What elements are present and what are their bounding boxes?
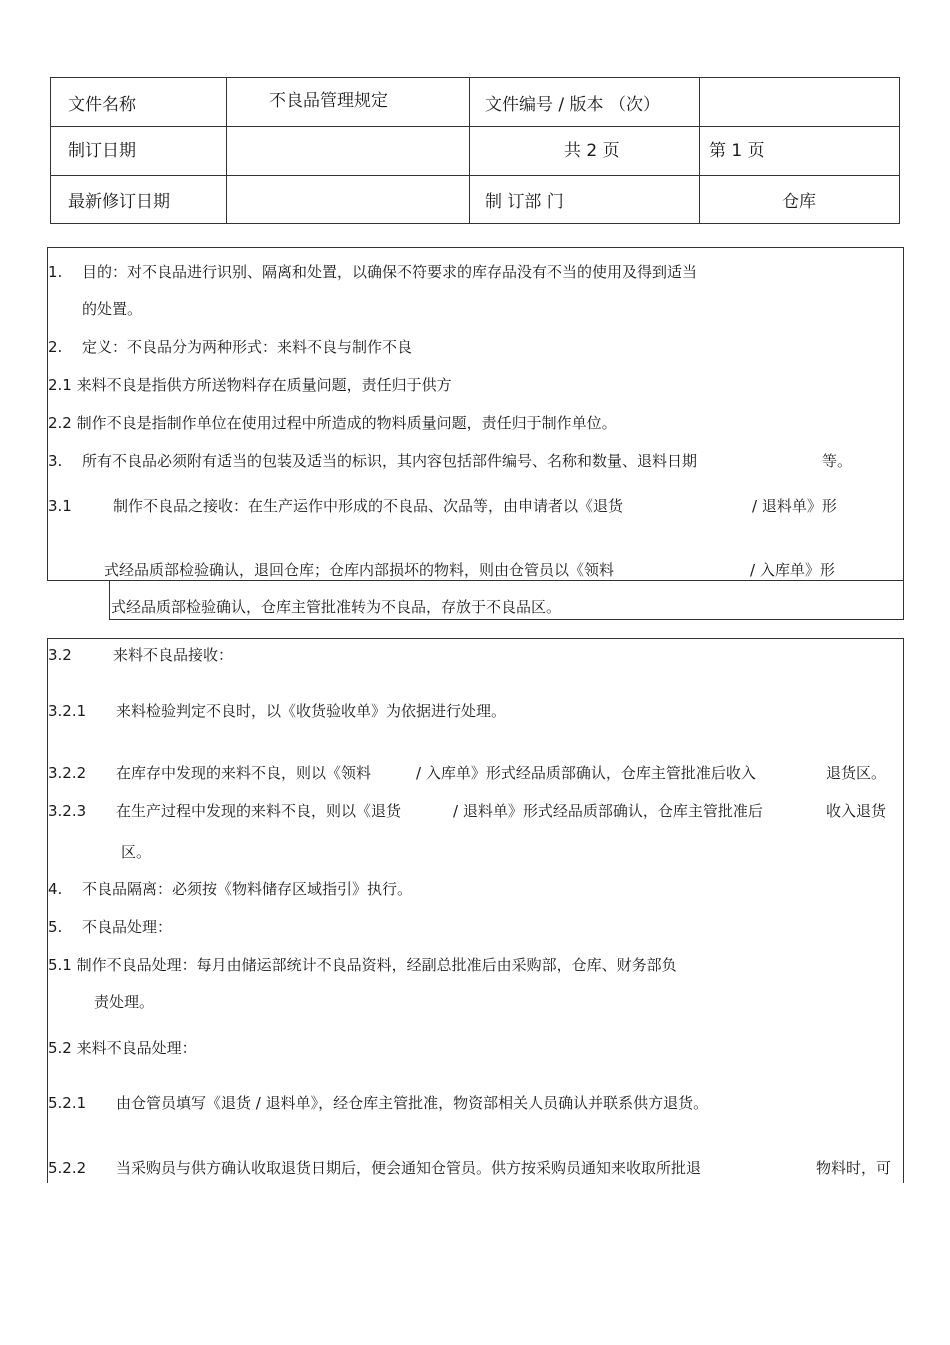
file-name-label: 文件名称 bbox=[68, 95, 136, 115]
header-divider bbox=[699, 78, 700, 223]
s3-2-2-text-end: 退货区。 bbox=[826, 764, 887, 782]
s5-1-text-cont: 责处理。 bbox=[94, 993, 155, 1011]
s4-number: 4. bbox=[48, 880, 63, 898]
s3-2-1-number: 3.2.1 bbox=[48, 702, 87, 720]
total-pages: 共 2 页 bbox=[564, 141, 620, 161]
s3-1-number: 3.1 bbox=[48, 497, 72, 515]
s1-text: 目的：对不良品进行识别、隔离和处置，以确保不符要求的库存品没有不当的使用及得到适当 bbox=[82, 263, 698, 281]
s3-2-2-number: 3.2.2 bbox=[48, 764, 87, 782]
s3-1-line2-end: / 入库单》形 bbox=[750, 561, 835, 579]
s2-number: 2. bbox=[48, 338, 63, 356]
header-divider bbox=[51, 175, 899, 176]
s3-2-3-text-mid: / 退料单》形式经品质部确认，仓库主管批准后 bbox=[453, 802, 763, 820]
s5-2-1-number: 5.2.1 bbox=[48, 1094, 87, 1112]
s5-text: 不良品处理： bbox=[82, 918, 173, 936]
s5-2-1-text: 由仓管员填写《退货 / 退料单》，经仓库主管批准，物资部相关人员确认并联系供方退货。 bbox=[116, 1094, 709, 1112]
dept-label: 制 订部 门 bbox=[485, 192, 564, 212]
s3-text: 所有不良品必须附有适当的包装及适当的标识，其内容包括部件编号、名称和数量、退料日期 bbox=[82, 452, 698, 470]
s3-number: 3. bbox=[48, 452, 63, 470]
s5-1-text: 5.1 制作不良品处理：每月由储运部统计不良品资料，经副总批准后由采购部，仓库、财务部负 bbox=[48, 956, 677, 974]
header-divider bbox=[226, 78, 227, 223]
issue-date-label: 制订日期 bbox=[68, 141, 136, 161]
s3-2-3-number: 3.2.3 bbox=[48, 802, 87, 820]
s1-text-cont: 的处置。 bbox=[82, 300, 143, 318]
s3-1-line3: 式经品质部检验确认，仓库主管批准转为不良品，存放于不良品区。 bbox=[111, 598, 562, 616]
s4-text: 不良品隔离：必须按《物料储存区域指引》执行。 bbox=[82, 880, 413, 898]
s3-2-number: 3.2 bbox=[48, 646, 72, 664]
s3-2-3-text: 在生产过程中发现的来料不良，则以《退货 bbox=[116, 802, 402, 820]
s3-2-2-text-mid: / 入库单》形式经品质部确认，仓库主管批准后收入 bbox=[416, 764, 756, 782]
s3-2-1-text: 来料检验判定不良时，以《收货验收单》为依据进行处理。 bbox=[116, 702, 507, 720]
s3-1-text-end: / 退料单》形 bbox=[752, 497, 837, 515]
s3-1-line2: 式经品质部检验确认，退回仓库；仓库内部损坏的物料，则由仓管员以《领料 bbox=[104, 561, 615, 579]
s3-1-text: 制作不良品之接收：在生产运作中形成的不良品、次品等，由申请者以《退货 bbox=[113, 497, 624, 515]
s2-2-text: 2.2 制作不良是指制作单位在使用过程中所造成的物料质量问题，责任归于制作单位。 bbox=[48, 414, 617, 432]
s3-2-2-text: 在库存中发现的来料不良，则以《领料 bbox=[116, 764, 372, 782]
file-name-value: 不良品管理规定 bbox=[269, 91, 388, 111]
header-table bbox=[50, 77, 900, 224]
file-no-label: 文件编号 / 版本 （次） bbox=[485, 95, 660, 115]
header-divider bbox=[51, 126, 899, 127]
s1-number: 1. bbox=[48, 263, 63, 281]
s5-2-2-text: 当采购员与供方确认收取退货日期后，便会通知仓管员。供方按采购员通知来收取所批退 bbox=[116, 1159, 702, 1177]
header-divider bbox=[469, 78, 470, 223]
dept-value: 仓库 bbox=[782, 192, 816, 212]
s5-2-text: 5.2 来料不良品处理： bbox=[48, 1039, 197, 1057]
current-page: 第 1 页 bbox=[709, 141, 765, 161]
revision-date-label: 最新修订日期 bbox=[68, 192, 170, 212]
s3-2-3-text-end: 收入退货 bbox=[826, 802, 887, 820]
s2-1-text: 2.1 来料不良是指供方所送物料存在质量问题，责任归于供方 bbox=[48, 376, 452, 394]
s3-text-end: 等。 bbox=[822, 452, 853, 470]
s3-2-3-line2: 区。 bbox=[121, 843, 152, 861]
s3-2-text: 来料不良品接收： bbox=[113, 646, 234, 664]
s5-2-2-number: 5.2.2 bbox=[48, 1159, 87, 1177]
s5-number: 5. bbox=[48, 918, 63, 936]
s5-2-2-text-end: 物料时，可 bbox=[816, 1159, 892, 1177]
s2-text: 定义：不良品分为两种形式：来料不良与制作不良 bbox=[82, 338, 413, 356]
